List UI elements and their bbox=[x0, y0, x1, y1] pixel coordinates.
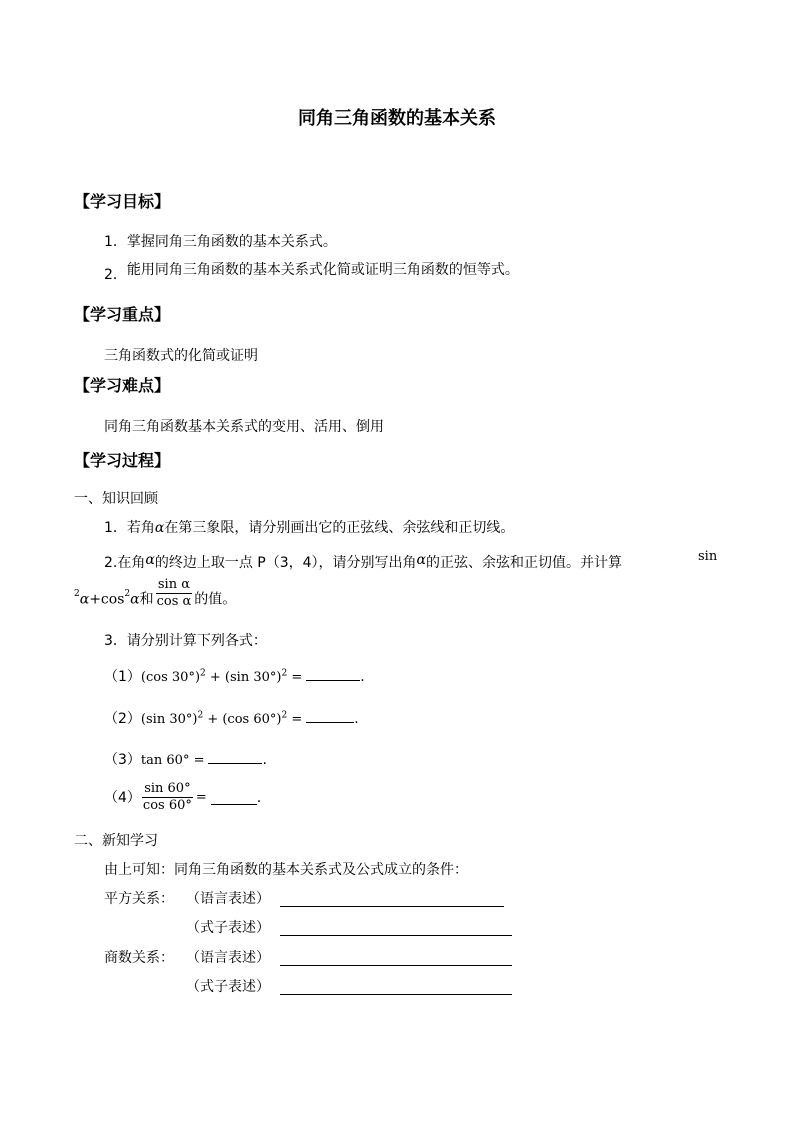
question-2-line1 bbox=[104, 552, 623, 571]
calc-label: （4） bbox=[104, 789, 141, 806]
period: . bbox=[354, 711, 359, 727]
calc-expr: + (sin 30°) bbox=[205, 670, 282, 685]
question-1 bbox=[104, 521, 514, 535]
goal-num: 2． bbox=[104, 267, 127, 283]
superscript: 2 bbox=[281, 668, 288, 679]
key-heading: 【学习重点】 bbox=[74, 305, 171, 324]
q2-and: 和 bbox=[139, 591, 154, 608]
quotient-lang-line[interactable] bbox=[280, 965, 512, 966]
fraction-denominator: cos 60° bbox=[142, 798, 192, 813]
page-title: 同角三角函数的基本关系 bbox=[298, 108, 496, 129]
calc-label: （1） bbox=[104, 669, 141, 685]
superscript: 2 bbox=[74, 588, 80, 599]
equals-sign: = bbox=[195, 790, 207, 805]
calc-item-1 bbox=[104, 667, 365, 684]
square-label: 平方关系： bbox=[104, 891, 174, 907]
quotient-formula-line[interactable] bbox=[280, 994, 512, 995]
square-formula-label: （式子表述） bbox=[186, 920, 270, 936]
q2-text-c: 的正弦、余弦和正切值。并计算 bbox=[426, 555, 623, 571]
calc-item-4 bbox=[104, 782, 261, 813]
calc-item-2 bbox=[104, 709, 359, 726]
q2-text-b: 的终边上取一点 P（3，4），请分别写出角 bbox=[154, 555, 417, 571]
calc-label: （3） bbox=[104, 752, 141, 768]
question-2-line2 bbox=[74, 577, 237, 615]
period: . bbox=[360, 669, 365, 685]
period: . bbox=[262, 752, 267, 768]
difficulty-text: 同角三角函数基本关系式的变用、活用、倒用 bbox=[104, 419, 384, 435]
difficulty-heading: 【学习难点】 bbox=[74, 376, 171, 395]
answer-blank[interactable] bbox=[306, 667, 360, 681]
calc-expr: + (cos 60°) bbox=[203, 712, 282, 727]
goal-item-2 bbox=[104, 262, 519, 283]
square-formula-line[interactable] bbox=[280, 935, 512, 936]
quotient-label: 商数关系： bbox=[104, 950, 174, 966]
calc-expr: = bbox=[287, 712, 303, 727]
square-lang-line[interactable] bbox=[280, 906, 504, 907]
part1-title: 一、知识回顾 bbox=[74, 491, 158, 507]
sin-over-cos-fraction bbox=[155, 578, 194, 609]
part2-title: 二、新知学习 bbox=[74, 833, 158, 849]
q2-text-a: 2.在角 bbox=[104, 555, 146, 571]
superscript: 2 bbox=[197, 710, 204, 721]
fraction-numerator: sin 60° bbox=[144, 781, 191, 796]
q2-sin-word: sin bbox=[698, 549, 718, 564]
calc-label: （2） bbox=[104, 711, 141, 727]
goals-heading: 【学习目标】 bbox=[74, 192, 171, 211]
q1-text-b: 在第三象限，请分别画出它的正弦线、余弦线和正切线。 bbox=[164, 520, 515, 536]
quotient-formula-label: （式子表述） bbox=[186, 979, 270, 995]
calc-expr: (sin 30°) bbox=[140, 712, 198, 727]
question-3-intro: 3．请分别计算下列各式： bbox=[104, 633, 267, 649]
superscript: 2 bbox=[124, 588, 131, 599]
alpha-symbol: α bbox=[145, 552, 155, 568]
quotient-lang-label: （语言表述） bbox=[186, 950, 270, 966]
alpha-symbol: α bbox=[130, 591, 140, 608]
calc-expr: tan 60° = bbox=[140, 753, 205, 768]
sin60-over-cos60-fraction bbox=[141, 782, 194, 813]
goal-text: 能用同角三角函数的基本关系式化简或证明三角函数的恒等式。 bbox=[126, 262, 519, 278]
goal-item-1 bbox=[104, 235, 337, 249]
key-text: 三角函数式的化简或证明 bbox=[104, 348, 258, 364]
plus-cos: +cos bbox=[89, 591, 125, 608]
process-heading: 【学习过程】 bbox=[74, 451, 171, 470]
goal-text: 掌握同角三角函数的基本关系式。 bbox=[126, 234, 337, 250]
part2-intro: 由上可知：同角三角函数的基本关系式及公式成立的条件： bbox=[104, 862, 468, 878]
alpha-symbol: α bbox=[416, 552, 427, 568]
fraction-numerator: sin α bbox=[157, 577, 190, 592]
alpha-symbol: α bbox=[79, 591, 90, 608]
alpha-symbol: α bbox=[154, 520, 165, 536]
fraction-denominator: cos α bbox=[156, 594, 192, 609]
q2-tail: 的值。 bbox=[194, 591, 237, 608]
answer-blank[interactable] bbox=[208, 750, 262, 764]
calc-expr: (cos 30°) bbox=[140, 670, 201, 685]
calc-item-3 bbox=[104, 750, 267, 767]
q1-text-a: 1．若角 bbox=[104, 520, 155, 536]
superscript: 2 bbox=[200, 668, 206, 679]
period: . bbox=[256, 789, 262, 806]
square-lang-label: （语言表述） bbox=[186, 891, 270, 907]
answer-blank[interactable] bbox=[306, 709, 354, 723]
calc-expr: = bbox=[287, 670, 303, 685]
superscript: 2 bbox=[281, 710, 288, 721]
answer-blank[interactable] bbox=[211, 791, 257, 805]
goal-num: 1． bbox=[104, 234, 127, 250]
